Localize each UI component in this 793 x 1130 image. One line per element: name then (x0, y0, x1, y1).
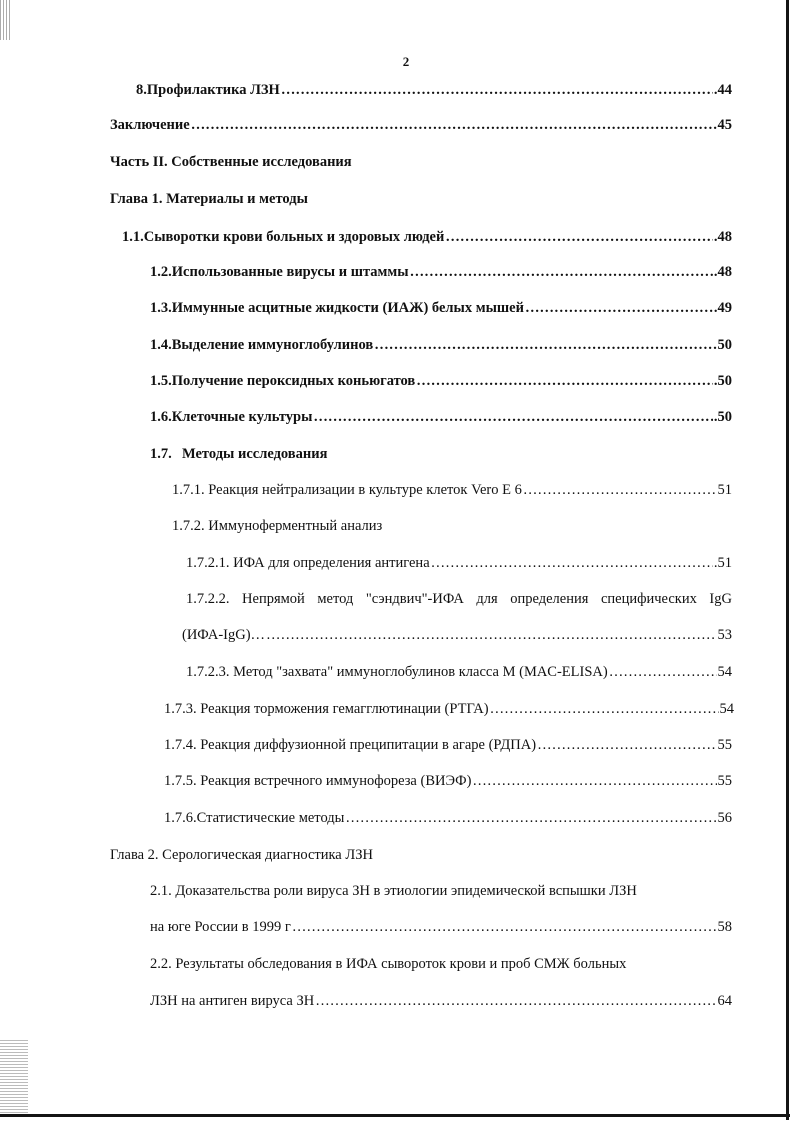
toc-chapter-heading: Глава 1. Материалы и методы (110, 191, 308, 207)
toc-leader-dots (374, 338, 716, 353)
toc-entry (186, 665, 732, 680)
toc-entry-title-line: 2.2. Результаты обследования в ИФА сывороток крови и проб СМЖ больных (150, 956, 627, 972)
toc-entry-page: 54 (719, 701, 734, 717)
toc-entry-title: 1.7.1. Реакция нейтрализации в культуре клеток Vero E 6 (172, 482, 522, 498)
toc-leader-dots (490, 702, 719, 717)
toc-leader-dots (472, 774, 716, 789)
scan-artifact-bottom (0, 1040, 28, 1118)
toc-entry-title: 1.7.5. Реакция встречного иммунофореза (ВИЭФ) (164, 773, 472, 789)
toc-leader-dots (313, 410, 712, 425)
toc-entry (122, 230, 732, 245)
toc-entry (164, 738, 732, 753)
toc-entry-page: .49 (713, 300, 732, 316)
toc-entry-page: .51 (713, 555, 732, 571)
toc-part-heading: Часть II. Собственные исследования (110, 154, 352, 170)
toc-entry-page: 45 (717, 117, 732, 133)
toc-leader-dots (315, 994, 716, 1009)
toc-leader-dots (431, 556, 713, 571)
toc-leader-dots (537, 738, 716, 753)
toc-entry-page: .50 (713, 409, 732, 425)
toc-leader-dots (416, 374, 713, 389)
toc-entry-number: 1.5. (150, 373, 172, 389)
toc-entry (150, 410, 732, 425)
toc-word: Непрямой (242, 591, 305, 607)
toc-entry-title: 1.7.2.1. ИФА для определения антигена (186, 555, 430, 571)
toc-entry (186, 556, 732, 571)
toc-entry-title: 1.7.6.Статистические методы (164, 810, 345, 826)
toc-entry-title: Выделение иммуноглобулинов (171, 337, 374, 353)
toc-entry-title: на юге России в 1999 г (150, 919, 291, 935)
toc-entry-number: 8. (136, 82, 147, 98)
page-number: 2 (402, 54, 410, 69)
toc-entry-justified-line (186, 592, 732, 607)
toc-entry-page: 50 (717, 337, 732, 353)
toc-leader-dots (292, 920, 717, 935)
toc-entry-page: 53 (717, 627, 732, 643)
toc-entry (150, 265, 732, 280)
toc-entry-number: 1.2. (150, 264, 172, 280)
scan-artifact-top (0, 0, 12, 40)
toc-entry (150, 920, 732, 935)
toc-entry-page: 54 (717, 664, 732, 680)
toc-entry-title: Сыворотки крови больных и здоровых людей (143, 229, 445, 245)
toc-entry-title: Профилактика ЛЗН (146, 82, 280, 98)
toc-entry-number: 1.4. (150, 337, 172, 353)
toc-leader-dots (345, 811, 716, 826)
page-edge-right (786, 0, 789, 1120)
toc-entry (164, 702, 734, 717)
toc-leader-dots (191, 118, 717, 133)
toc-entry-page: .50 (713, 373, 732, 389)
toc-word: определения (510, 591, 589, 607)
toc-section-heading (150, 447, 327, 462)
toc-entry (136, 83, 732, 98)
toc-entry-title: Использованные вирусы и штаммы (171, 264, 409, 280)
toc-leader-dots (525, 301, 713, 316)
toc-entry-page: .44 (713, 82, 732, 98)
toc-entry-number: 1.1. (122, 229, 144, 245)
toc-entry (172, 483, 732, 498)
toc-word: для (476, 591, 498, 607)
toc-entry (150, 374, 732, 389)
toc-word: IgG (709, 591, 732, 607)
toc-leader-dots (445, 230, 713, 245)
toc-entry (182, 628, 732, 643)
toc-entry-page: 51 (717, 482, 732, 498)
toc-entry-title: Иммунные асцитные жидкости (ИАЖ) белых мышей (171, 300, 524, 316)
toc-entry-number: 1.7. (150, 446, 172, 462)
toc-leader-dots (266, 628, 716, 643)
toc-subsection-heading: 1.7.2. Иммуноферментный анализ (172, 518, 383, 534)
toc-leader-dots (609, 665, 717, 680)
toc-word: 1.7.2.2. (186, 591, 230, 607)
toc-entry-page: .48 (713, 229, 732, 245)
toc-entry (150, 301, 732, 316)
toc-word: "сэндвич"-ИФА (365, 591, 464, 607)
toc-entry-number: 1.3. (150, 300, 172, 316)
toc-entry (164, 774, 732, 789)
toc-entry (150, 994, 732, 1009)
toc-entry (164, 811, 732, 826)
toc-word: метод (317, 591, 354, 607)
toc-entry-page: 55 (717, 737, 732, 753)
toc-entry-page: .48 (713, 264, 732, 280)
toc-entry-title: Получение пероксидных коньюгатов (171, 373, 416, 389)
toc-entry-title: Клеточные культуры (171, 409, 313, 425)
toc-entry-title: (ИФА-IgG)… (182, 627, 266, 643)
toc-entry-page: 56 (717, 810, 732, 826)
toc-entry-title: 1.7.2.3. Метод "захвата" иммуноглобулинов класса М (MAC-ELISA) (186, 664, 608, 680)
toc-entry-number: 1.6. (150, 409, 172, 425)
toc-entry-title: Методы исследования (182, 446, 328, 462)
toc-leader-dots (523, 483, 717, 498)
toc-entry-title-line: 2.1. Доказательства роли вируса ЗН в этиологии эпидемической вспышки ЛЗН (150, 883, 637, 899)
toc-word: специфических (600, 591, 697, 607)
toc-leader-dots (281, 83, 713, 98)
toc-entry (110, 118, 732, 133)
toc-entry-page: 64 (717, 993, 732, 1009)
toc-entry (150, 338, 732, 353)
toc-entry-page: 55 (717, 773, 732, 789)
toc-entry-page: 58 (717, 919, 732, 935)
toc-chapter-heading: Глава 2. Серологическая диагностика ЛЗН (110, 847, 373, 863)
toc-entry-title: Заключение (110, 117, 190, 133)
toc-leader-dots (410, 265, 713, 280)
toc-entry-title: 1.7.3. Реакция торможения гемагглютинации (РТГА) (164, 701, 489, 717)
toc-entry-title: ЛЗН на антиген вируса ЗН (150, 993, 315, 1009)
page-edge-bottom (0, 1114, 790, 1117)
toc-entry-title: 1.7.4. Реакция диффузионной преципитации в агаре (РДПА) (164, 737, 537, 753)
